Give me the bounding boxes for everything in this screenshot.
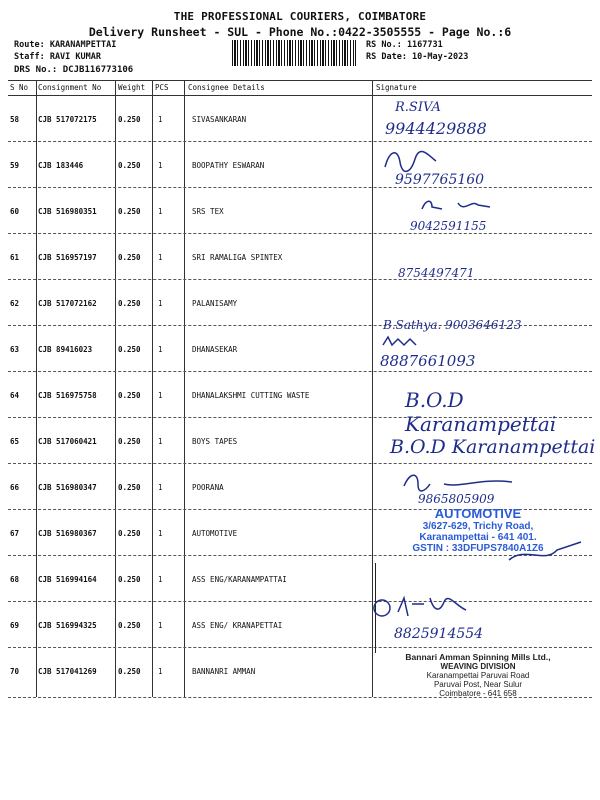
bannari-stamp: [388, 652, 568, 698]
signature-64-bod: B.O.D Karanampettai: [405, 388, 557, 436]
row-consignment: CJB 516980347: [38, 483, 97, 492]
row-consignee: BOOPATHY ESWARAN: [192, 161, 265, 170]
row-pcs: 1: [158, 575, 163, 584]
row-sno: 68: [10, 575, 20, 584]
row-weight: 0.250: [118, 253, 141, 262]
row-consignment: CJB 516994164: [38, 575, 97, 584]
stamp-post: Paruvai Post, Near Sulur: [433, 680, 523, 689]
table-row: [8, 601, 592, 647]
row-consignment: CJB 516975758: [38, 391, 97, 400]
row-weight: 0.250: [118, 483, 141, 492]
row-weight: 0.250: [118, 207, 141, 216]
signature-59-phone: 9597765160: [395, 172, 485, 188]
staff-label: Staff: RAVI KUMAR: [14, 52, 101, 62]
row-consignment: CJB 89416023: [38, 345, 93, 354]
row-sno: 60: [10, 207, 20, 216]
row-pcs: 1: [158, 345, 163, 354]
row-pcs: 1: [158, 529, 163, 538]
col-consignment: Consignment No: [38, 83, 102, 92]
row-consignment: CJB 517060421: [38, 437, 97, 446]
row-weight: 0.250: [118, 667, 141, 676]
signature-65-bod: B.O.D Karanampettai: [390, 436, 596, 458]
route-label: Route: KARANAMPETTAI: [14, 40, 117, 50]
row-weight: 0.250: [118, 345, 141, 354]
stamp-company: Bannari Amman Spinning Mills Ltd.,: [405, 652, 551, 662]
row-consignee: DHANALAKSHMI CUTTING WASTE: [192, 391, 310, 400]
row-sno: 70: [10, 667, 20, 676]
signature-66-phone: 9865805909: [418, 492, 495, 506]
table-row: [8, 233, 592, 279]
row-weight: 0.250: [118, 115, 141, 124]
row-weight: 0.250: [118, 575, 141, 584]
row-sno: 64: [10, 391, 20, 400]
row-sno: 62: [10, 299, 20, 308]
row-weight: 0.250: [118, 437, 141, 446]
barcode: [232, 40, 356, 66]
row-pcs: 1: [158, 391, 163, 400]
row-sno: 66: [10, 483, 20, 492]
row-consignee: SRS TEX: [192, 207, 224, 216]
row-sno: 61: [10, 253, 20, 262]
row-pcs: 1: [158, 207, 163, 216]
row-pcs: 1: [158, 161, 163, 170]
signature-scribble: [505, 540, 585, 574]
row-pcs: 1: [158, 299, 163, 308]
signature-60-phone: 9042591155: [410, 219, 487, 233]
row-consignment: CJB 516994325: [38, 621, 97, 630]
col-consignee: Consignee Details: [188, 83, 265, 92]
signature-58-name: R.SIVA: [395, 100, 441, 115]
table-row: [8, 141, 592, 187]
row-consignee: BOYS TAPES: [192, 437, 238, 446]
signature-63-phone: 8887661093: [380, 352, 476, 370]
stamp-division: WEAVING DIVISION: [440, 662, 516, 671]
row-sno: 59: [10, 161, 20, 170]
row-sno: 69: [10, 621, 20, 630]
row-pcs: 1: [158, 483, 163, 492]
row-consignment: CJB 516980367: [38, 529, 97, 538]
row-consignee: POORANA: [192, 483, 224, 492]
row-consignee: ASS ENG/ KRANAPETTAI: [192, 621, 283, 630]
row-pcs: 1: [158, 667, 163, 676]
signature-61-phone: 8754497471: [398, 266, 475, 280]
row-pcs: 1: [158, 437, 163, 446]
col-weight: Weight: [118, 83, 146, 92]
col-signature: Signature: [376, 83, 417, 92]
row-sno: 58: [10, 115, 20, 124]
stamp-road: Karanampettai Paruvai Road: [426, 671, 530, 680]
stamp-address: 3/627-629, Trichy Road,: [422, 521, 534, 532]
row-consignee: BANNANRI AMMAN: [192, 667, 256, 676]
row-consignment: CJB 517072175: [38, 115, 97, 124]
stamp-title: AUTOMOTIVE: [434, 506, 522, 521]
col-sno: S No: [10, 83, 29, 92]
rs-number: RS No.: 1167731: [366, 40, 443, 50]
row-consignee: ASS ENG/KARANAMPATTAI: [192, 575, 287, 584]
row-consignee: DHANASEKAR: [192, 345, 238, 354]
row-sno: 63: [10, 345, 20, 354]
row-weight: 0.250: [118, 299, 141, 308]
row-consignment: CJB 517072162: [38, 299, 97, 308]
signature-63-name: B.Sathya. 9003646123: [383, 318, 522, 332]
signature-69-phone: 8825914554: [394, 626, 484, 642]
row-consignment: CJB 516980351: [38, 207, 97, 216]
signature-scribble: [370, 592, 480, 630]
row-pcs: 1: [158, 115, 163, 124]
row-consignee: PALANISAMY: [192, 299, 238, 308]
stamp-city: Karanampettai - 641 401.: [419, 532, 537, 543]
row-consignee: SIVASANKARAN: [192, 115, 247, 124]
row-consignment: CJB 516957197: [38, 253, 97, 262]
stamp-gstin: GSTIN : 33DFUPS7840A1Z6: [412, 543, 544, 554]
row-sno: 65: [10, 437, 20, 446]
stamp-city: Coimbatore - 641 658: [439, 689, 517, 698]
rs-date: RS Date: 10-May-2023: [366, 52, 469, 62]
row-consignment: CJB 183446: [38, 161, 84, 170]
signature-58-phone: 9944429888: [385, 119, 487, 138]
col-pcs: PCS: [155, 83, 169, 92]
row-weight: 0.250: [118, 621, 141, 630]
row-weight: 0.250: [118, 391, 141, 400]
row-consignment: CJB 517041269: [38, 667, 97, 676]
table-row: [8, 95, 592, 141]
drs-number: DRS No.: DCJB116773106: [14, 65, 134, 75]
row-consignee: SRI RAMALIGA SPINTEX: [192, 253, 283, 262]
row-consignee: AUTOMOTIVE: [192, 529, 238, 538]
table-row: [8, 187, 592, 233]
runsheet-title: Delivery Runsheet - SUL - Phone No.:0422-3505555 - Page No.:6: [88, 25, 512, 39]
row-weight: 0.250: [118, 529, 141, 538]
row-pcs: 1: [158, 253, 163, 262]
row-sno: 67: [10, 529, 20, 538]
company-title: THE PROFESSIONAL COURIERS, COIMBATORE: [173, 10, 427, 23]
row-weight: 0.250: [118, 161, 141, 170]
table-header: [8, 81, 592, 95]
row-pcs: 1: [158, 621, 163, 630]
